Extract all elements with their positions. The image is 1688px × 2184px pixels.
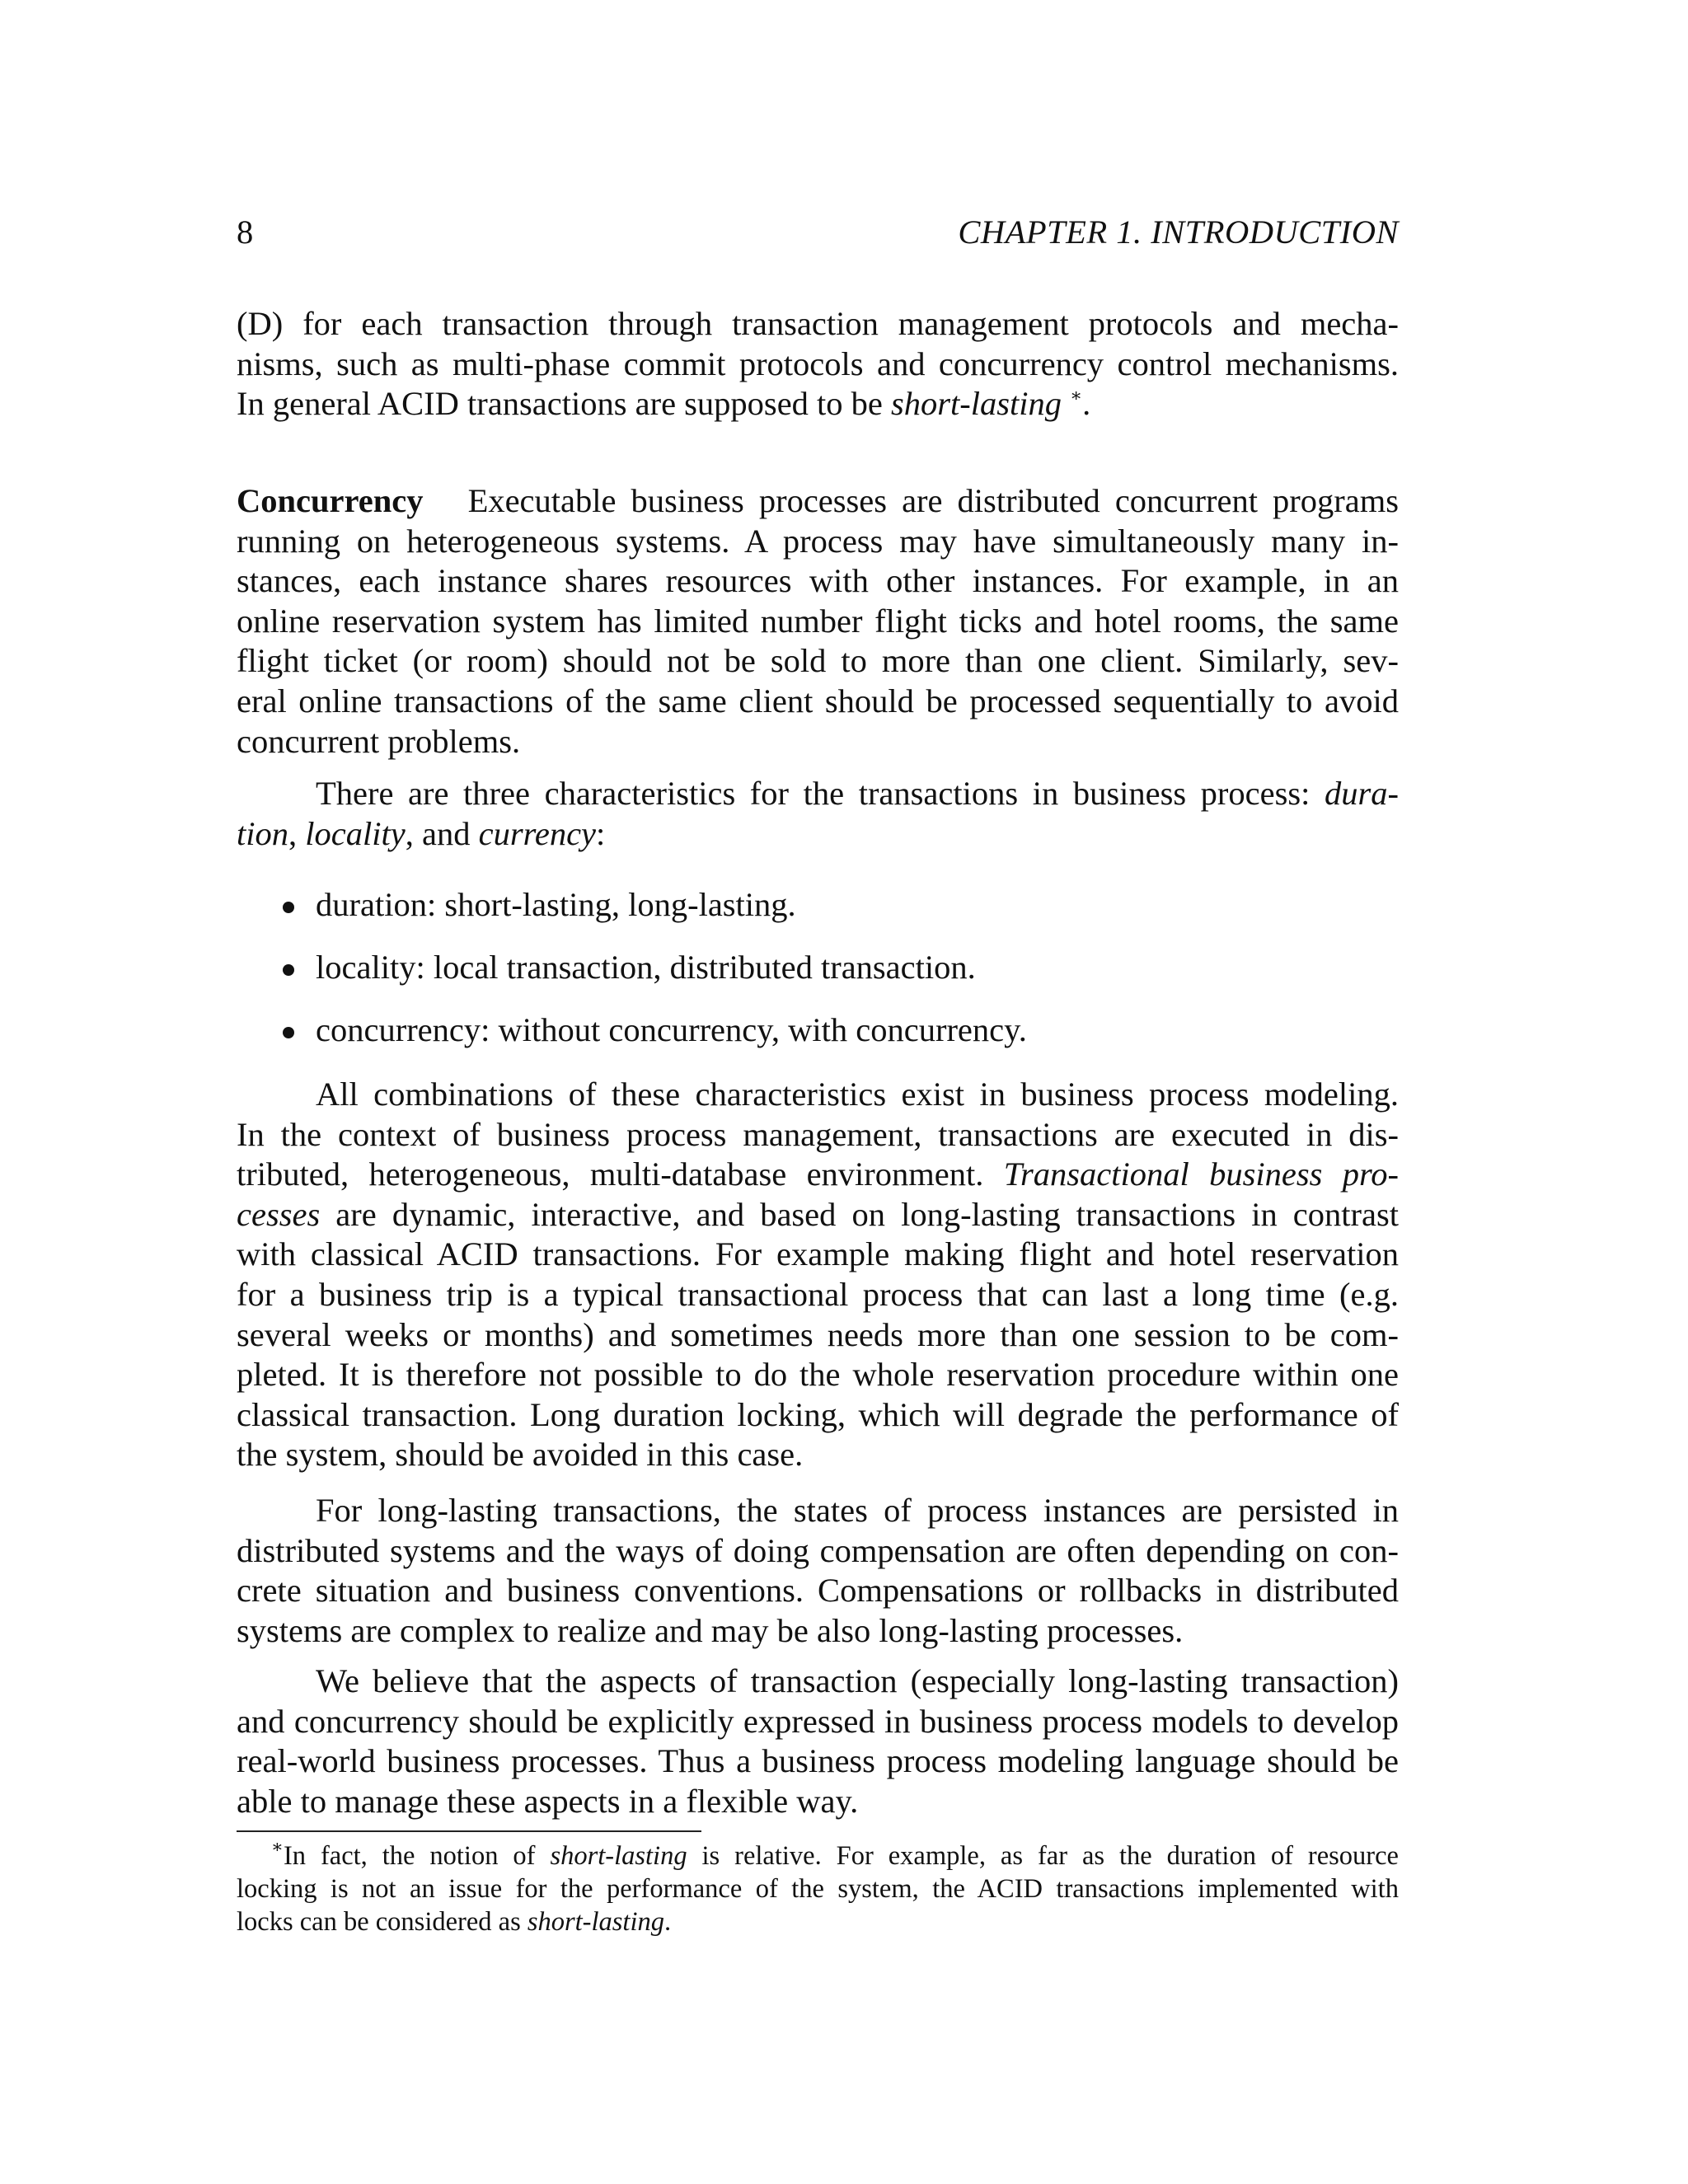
- footnote-line-1-suffix: is relative. For example, as far as the duration of resource: [687, 1841, 1399, 1871]
- belief-line-3: real-world business processes. Thus a business process modeling language should be: [237, 1742, 1399, 1780]
- footnote-short-lasting-term: short-lasting: [550, 1841, 687, 1871]
- characteristics-separator-2: , and: [405, 814, 479, 852]
- long-lasting-paragraph: [237, 1491, 1399, 1651]
- footnote-short-lasting-term-2: short-lasting: [527, 1907, 664, 1937]
- running-header: [237, 213, 1399, 259]
- footnote-line-3: [237, 1905, 1399, 1938]
- combinations-line-5: with classical ACID transactions. For example making flight and hotel reservation: [237, 1235, 1399, 1273]
- long-lasting-line-1: For long-lasting transactions, the states of process instances are persisted in: [316, 1492, 1399, 1529]
- long-lasting-line-4: systems are complex to realize and may be also long-lasting processes.: [237, 1611, 1184, 1649]
- footnote-line-2: locking is not an issue for the performance of the system, the ACID transactions implemented with: [237, 1874, 1399, 1904]
- concurrency-line-4: online reservation system has limited number flight ticks and hotel rooms, the same: [237, 602, 1399, 640]
- intro-line-3: [237, 384, 1399, 424]
- footnote-divider: [237, 1830, 701, 1832]
- combinations-line-6: for a business trip is a typical transactional process that can last a long time (e.g.: [237, 1275, 1399, 1313]
- footnote-line-1-prefix: In fact, the notion of: [283, 1841, 551, 1871]
- belief-line-1: We believe that the aspects of transaction (especially long-lasting transaction): [316, 1662, 1399, 1699]
- bullet-icon: [283, 1027, 294, 1038]
- characteristics-separator-1: ,: [288, 814, 306, 852]
- footnote-line-1: [237, 1836, 1399, 1872]
- term-transactional-business-processes-2: cesses: [237, 1195, 321, 1233]
- footnote-mark: ∗: [1070, 384, 1083, 405]
- intro-line-1: (D) for each transaction through transaction management protocols and mecha-: [237, 305, 1399, 342]
- footnote-line-3-prefix: locks can be considered as: [237, 1907, 528, 1937]
- belief-line-2: and concurrency should be explicitly expressed in business process models to develop: [237, 1702, 1399, 1740]
- combinations-paragraph: [237, 1075, 1399, 1475]
- intro-line-3-suffix: .: [1082, 385, 1091, 423]
- combinations-line-1: All combinations of these characteristics exist in business process modeling.: [316, 1076, 1399, 1113]
- bullet-icon: [283, 964, 294, 976]
- combinations-line-10: the system, should be avoided in this case.: [237, 1436, 804, 1474]
- characteristics-paragraph: [237, 774, 1399, 854]
- belief-paragraph: [237, 1661, 1399, 1821]
- list-item-text: concurrency: without concurrency, with concurrency.: [316, 1011, 1027, 1048]
- concurrency-first-line-text: Executable business processes are distributed concurrent programs: [467, 482, 1399, 519]
- characteristics-suffix: :: [596, 814, 606, 852]
- short-lasting-term: short-lasting: [891, 385, 1062, 423]
- bullet-icon: [283, 902, 294, 913]
- characteristics-line-1: [237, 774, 1399, 814]
- long-lasting-line-2: distributed systems and the ways of doing compensation are often depending on con-: [237, 1531, 1399, 1569]
- term-currency: currency: [478, 814, 597, 852]
- footnote: [237, 1836, 1399, 1938]
- concurrency-line-3: stances, each instance shares resources with other instances. For example, in an: [237, 562, 1399, 600]
- chapter-title: CHAPTER 1. INTRODUCTION: [958, 213, 1399, 251]
- term-duration-part-2: tion: [237, 814, 289, 852]
- concurrency-line-2: running on heterogeneous systems. A process may have simultaneously many in-: [237, 522, 1399, 560]
- concurrency-line-7: concurrent problems.: [237, 722, 521, 760]
- characteristics-line-1-prefix: There are three characteristics for the transactions in business process:: [316, 775, 1325, 812]
- combinations-line-3: [237, 1155, 1399, 1195]
- combinations-line-4: [237, 1195, 1399, 1235]
- characteristics-line-2: [237, 814, 1399, 855]
- intro-line-3-prefix: In general ACID transactions are supposed to be: [237, 385, 892, 423]
- term-duration-part-1: dura-: [1325, 775, 1399, 812]
- combinations-line-8: pleted. It is therefore not possible to do the whole reservation procedure within one: [237, 1356, 1399, 1394]
- list-item-text: locality: local transaction, distributed transaction.: [316, 949, 976, 986]
- concurrency-line-6: eral online transactions of the same client should be processed sequentially to avoid: [237, 682, 1399, 719]
- concurrency-paragraph: [237, 481, 1399, 762]
- concurrency-heading: Concurrency: [237, 482, 424, 519]
- term-transactional-business-processes-1: Transactional business pro-: [1003, 1155, 1399, 1193]
- combinations-line-3-prefix: tributed, heterogeneous, multi-database environment.: [237, 1155, 1004, 1193]
- concurrency-line-1: [237, 481, 1399, 522]
- belief-line-4: able to manage these aspects in a flexible way.: [237, 1782, 859, 1820]
- footnote-marker: ∗: [271, 1836, 284, 1858]
- combinations-line-2: In the context of business process management, transactions are executed in dis-: [237, 1115, 1399, 1153]
- list-item-text: duration: short-lasting, long-lasting.: [316, 886, 796, 923]
- page-number: 8: [237, 213, 254, 251]
- combinations-line-4-suffix: are dynamic, interactive, and based on long-lasting transactions in contrast: [320, 1195, 1399, 1233]
- intro-paragraph: [237, 304, 1399, 424]
- long-lasting-line-3: crete situation and business conventions. Compensations or rollbacks in distributed: [237, 1572, 1399, 1610]
- combinations-line-9: classical transaction. Long duration locking, which will degrade the performance of: [237, 1395, 1399, 1433]
- footnote-line-3-suffix: .: [664, 1907, 672, 1937]
- intro-line-2: nisms, such as multi-phase commit protocols and concurrency control mechanisms.: [237, 344, 1399, 382]
- term-locality: locality: [305, 814, 406, 852]
- concurrency-line-5: flight ticket (or room) should not be sold to more than one client. Similarly, sev-: [237, 642, 1399, 680]
- combinations-line-7: several weeks or months) and sometimes needs more than one session to be com-: [237, 1315, 1399, 1353]
